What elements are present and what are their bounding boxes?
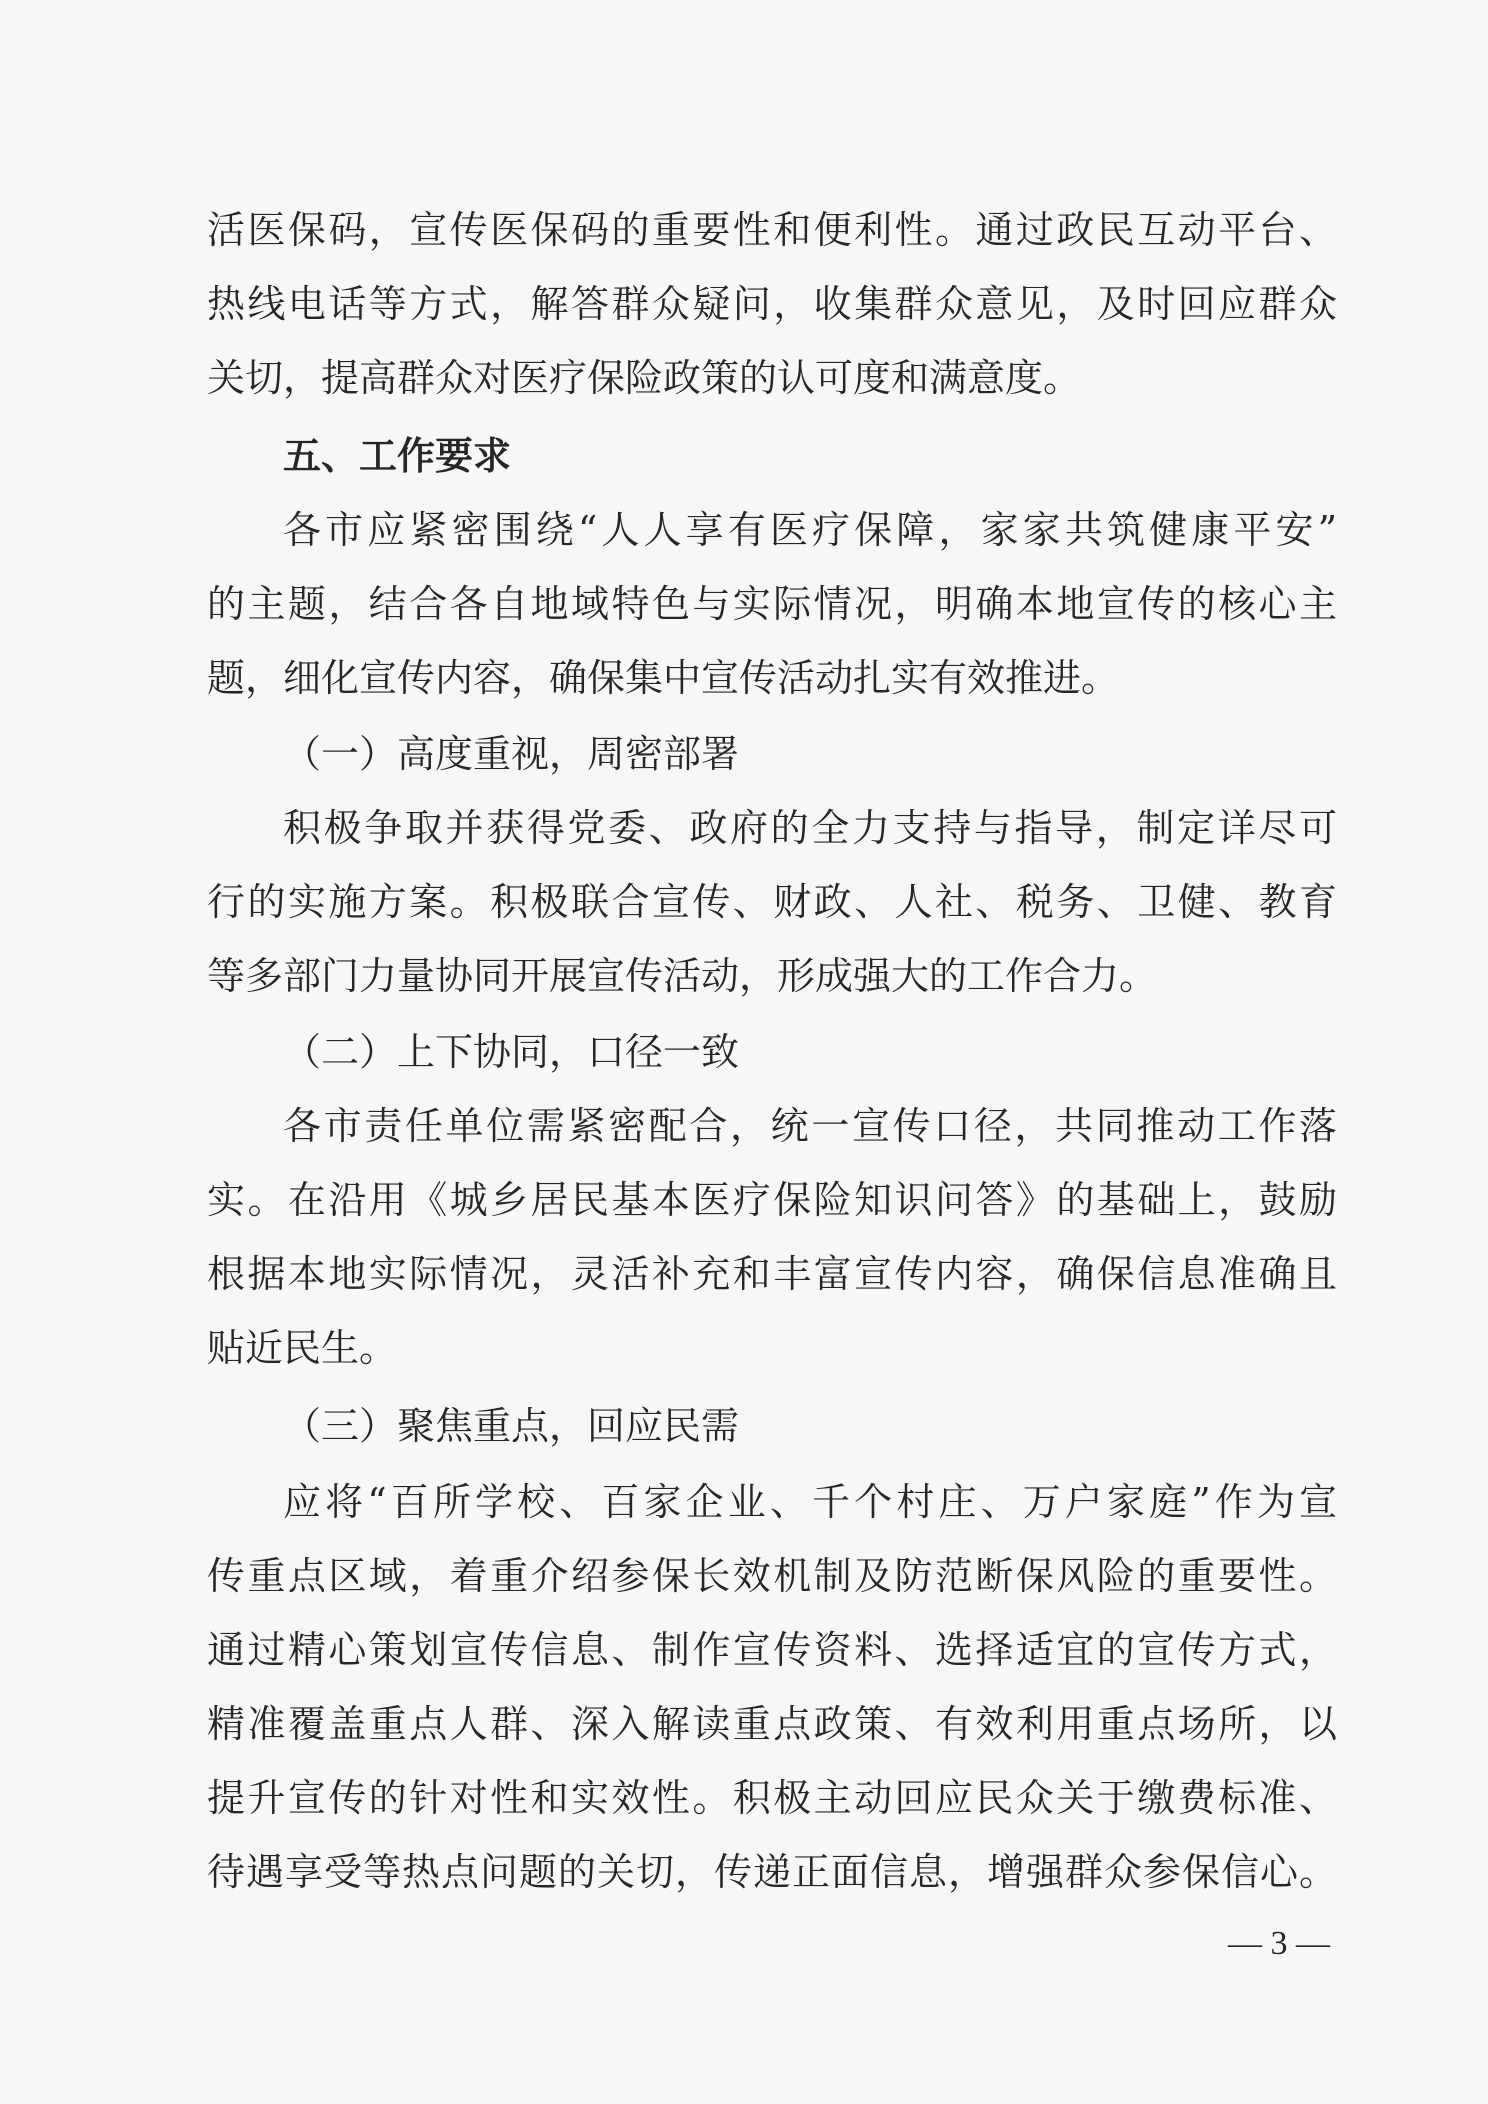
subsection-heading: （一）高度重视，周密部署 <box>283 732 740 776</box>
body-text-line: 积极争取并获得党委、政府的全力支持与指导，制定详尽可 <box>283 806 1337 850</box>
body-text-line: 贴近民生。 <box>207 1326 398 1370</box>
subsection-heading: （三）聚焦重点，回应民需 <box>283 1404 740 1448</box>
subsection-heading: （二）上下协同，口径一致 <box>283 1030 740 1074</box>
body-text-line: 行的实施方案。积极联合宣传、财政、人社、税务、卫健、教育 <box>207 880 1337 924</box>
body-text-line: 等多部门力量协同开展宣传活动，形成强大的工作合力。 <box>207 954 1158 998</box>
body-text-line: 题，细化宣传内容，确保集中宣传活动扎实有效推进。 <box>207 656 1120 700</box>
body-text-line: 提升宣传的针对性和实效性。积极主动回应民众关于缴费标准、 <box>207 1776 1337 1820</box>
body-text-line: 待遇享受等热点问题的关切，传递正面信息，增强群众参保信心。 <box>207 1850 1337 1894</box>
body-text-line: 精准覆盖重点人群、深入解读重点政策、有效利用重点场所，以 <box>207 1702 1337 1746</box>
body-text-line: 的主题，结合各自地域特色与实际情况，明确本地宣传的核心主 <box>207 582 1337 626</box>
body-text-line: 热线电话等方式，解答群众疑问，收集群众意见，及时回应群众 <box>207 282 1337 326</box>
body-text-line: 各市应紧密围绕“人人享有医疗保障，家家共筑健康平安” <box>283 508 1337 552</box>
body-text-line: 通过精心策划宣传信息、制作宣传资料、选择适宜的宣传方式， <box>207 1628 1337 1672</box>
section-heading: 五、工作要求 <box>283 434 512 478</box>
body-text-line: 传重点区域，着重介绍参保长效机制及防范断保风险的重要性。 <box>207 1554 1337 1598</box>
body-text-line: 关切，提高群众对医疗保险政策的认可度和满意度。 <box>207 356 1082 400</box>
page-number: — 3 — <box>1228 1925 1330 1962</box>
body-text-line: 根据本地实际情况，灵活补充和丰富宣传内容，确保信息准确且 <box>207 1252 1337 1296</box>
body-text-line: 实。在沿用《城乡居民基本医疗保险知识问答》的基础上，鼓励 <box>207 1178 1337 1222</box>
body-text-line: 应将“百所学校、百家企业、千个村庄、万户家庭”作为宣 <box>283 1480 1337 1524</box>
body-text-line: 活医保码，宣传医保码的重要性和便利性。通过政民互动平台、 <box>207 208 1337 252</box>
body-text-line: 各市责任单位需紧密配合，统一宣传口径，共同推动工作落 <box>283 1104 1337 1148</box>
